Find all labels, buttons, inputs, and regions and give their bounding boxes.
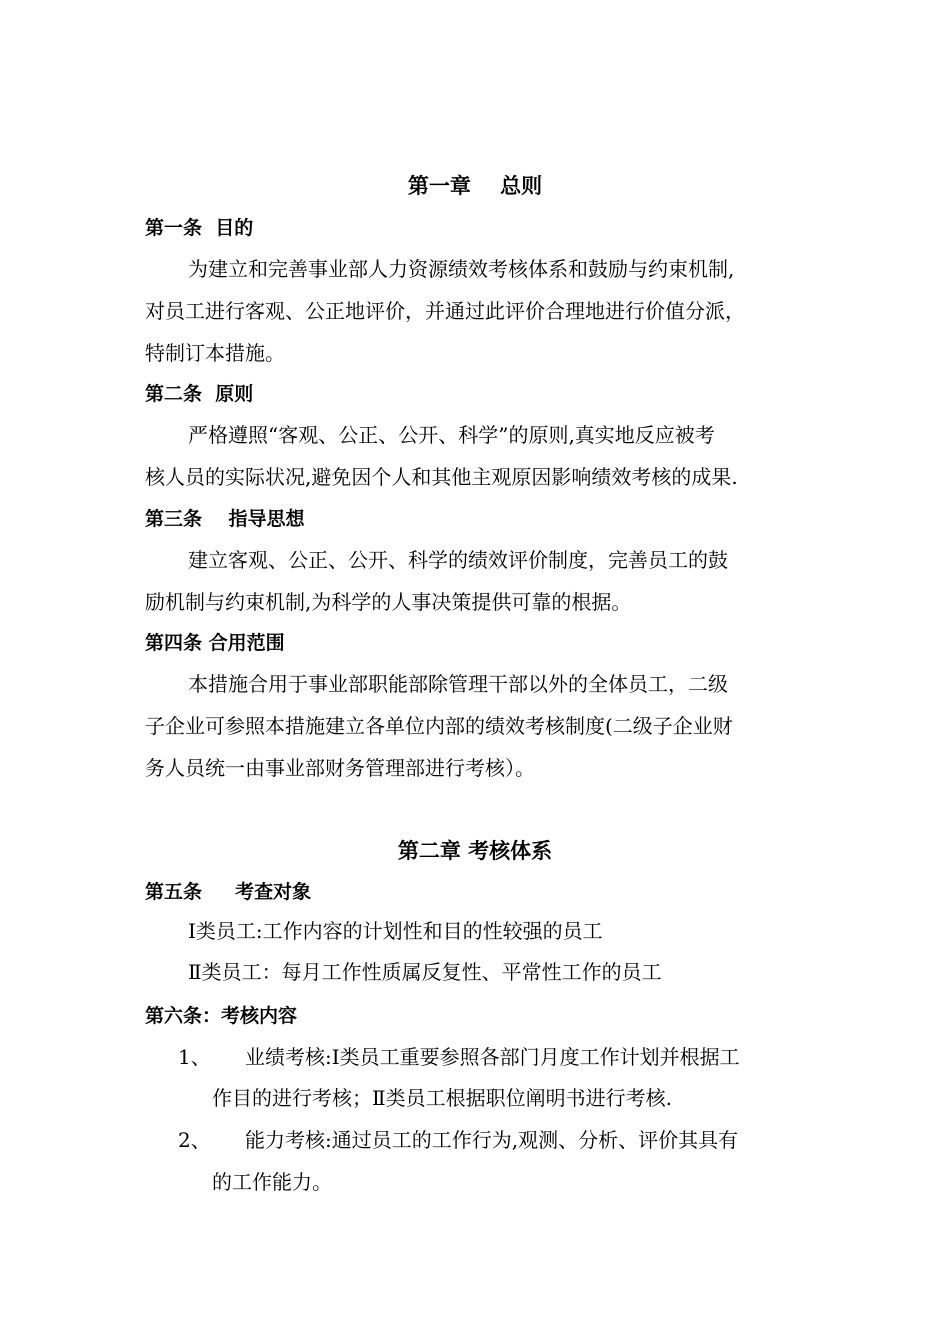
article-1-line-3: 特制订本措施。 <box>145 341 285 365</box>
article-2-line-1: 严格遵照“客观、公正、公开、科学”的原则,真实地反应被考 <box>188 423 715 447</box>
article-3-heading: 第三条 指导思想 <box>145 508 305 530</box>
article-2-heading: 第二条 原则 <box>145 383 254 405</box>
list-item-1-line-2: 作目的进行考核；Ⅱ类员工根据职位阐明书进行考核. <box>212 1086 672 1110</box>
article-3-line-1: 建立客观、公正、公开、科学的绩效评价制度，完善员工的鼓 <box>188 548 728 572</box>
chapter-1-title: 第一章 总则 <box>407 174 543 198</box>
article-1-line-1: 为建立和完善事业部人力资源绩效考核体系和鼓励与约束机制, <box>188 257 735 281</box>
article-6-heading: 第六条：考核内容 <box>145 1005 298 1027</box>
chapter-2-title: 第二章 考核体系 <box>397 839 553 863</box>
article-1-heading: 第一条 目的 <box>145 217 254 239</box>
article-3-line-2: 励机制与约束机制,为科学的人事决策提供可靠的根据。 <box>145 590 632 614</box>
article-1-line-2: 对员工进行客观、公正地评价，并通过此评价合理地进行价值分派， <box>145 299 745 323</box>
list-item-2-number: 2、 <box>178 1128 211 1152</box>
article-4-line-2: 子企业可参照本措施建立各单位内部的绩效考核制度(二级子企业财 <box>145 714 733 738</box>
article-5-line-2: Ⅱ类员工：每月工作性质属反复性、平常性工作的员工 <box>188 960 662 984</box>
article-2-line-2: 核人员的实际状况,避免因个人和其他主观原因影响绩效考核的成果. <box>145 465 738 489</box>
list-item-1-number: 1、 <box>178 1045 211 1069</box>
list-item-2-line-2: 的工作能力。 <box>212 1170 332 1194</box>
article-4-heading: 第四条 合用范围 <box>145 632 285 654</box>
article-5-heading: 第五条 考查对象 <box>145 881 312 903</box>
article-5-line-1: Ⅰ类员工:工作内容的计划性和目的性较强的员工 <box>188 919 603 943</box>
article-4-line-3: 务人员统一由事业部财务管理部进行考核）。 <box>145 756 535 780</box>
article-4-line-1: 本措施合用于事业部职能部除管理干部以外的全体员工，二级 <box>188 672 728 696</box>
list-item-1-line-1: 业绩考核:Ⅰ类员工重要参照各部门月度工作计划并根据工 <box>245 1045 740 1069</box>
list-item-2-line-1: 能力考核:通过员工的工作行为,观测、分析、评价其具有 <box>245 1128 739 1152</box>
